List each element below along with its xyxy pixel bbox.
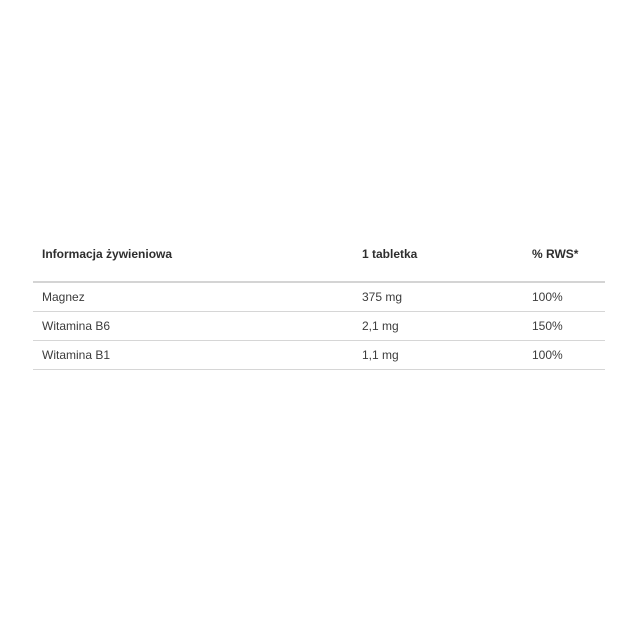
nutrient-name: Witamina B6	[42, 319, 111, 333]
nutrient-amount: 1,1 mg	[362, 348, 399, 362]
header-rws-percent: % RWS*	[532, 246, 579, 261]
nutrient-amount: 2,1 mg	[362, 319, 399, 333]
nutrient-rws: 100%	[532, 290, 563, 304]
header-per-tablet: 1 tabletka	[362, 246, 418, 261]
header-nutrition-info: Informacja żywieniowa	[42, 246, 173, 261]
nutrient-name: Witamina B1	[42, 348, 111, 362]
nutrient-rws: 150%	[532, 319, 563, 333]
table-row	[33, 312, 605, 341]
table-row	[33, 341, 605, 370]
table-header-row	[33, 238, 605, 283]
nutrient-name: Magnez	[42, 290, 85, 304]
nutrient-rws: 100%	[532, 348, 563, 362]
nutrient-amount: 375 mg	[362, 290, 403, 304]
table-row	[33, 283, 605, 312]
nutrition-table	[33, 238, 605, 370]
